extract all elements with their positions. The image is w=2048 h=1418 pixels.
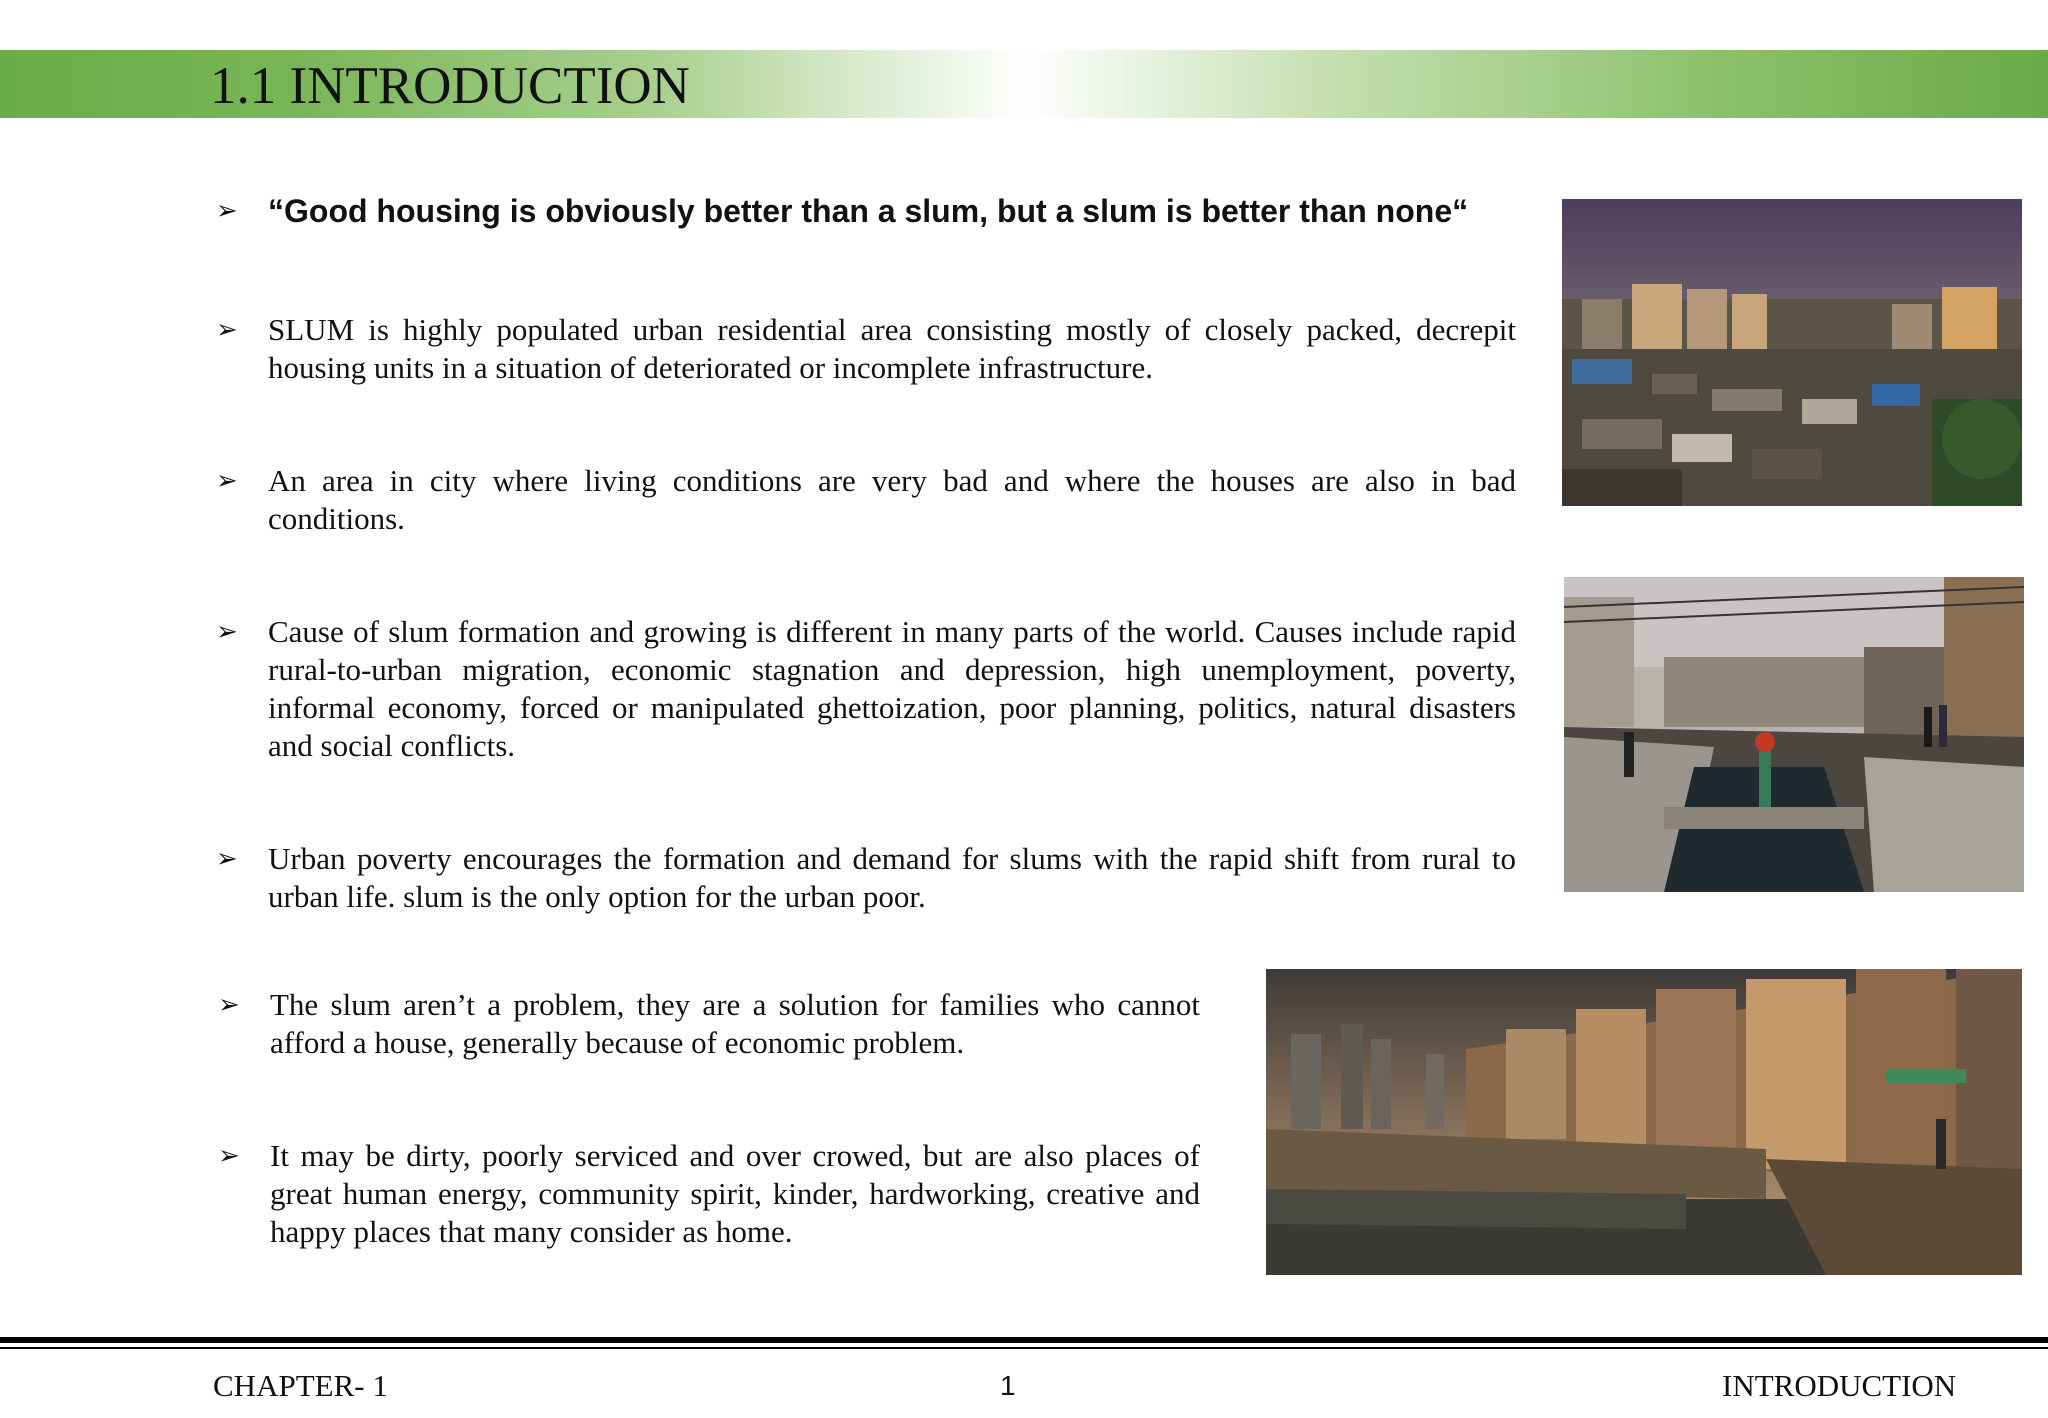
bullet-text: SLUM is highly populated urban residential area consisting mostly of closely packed, decrepit housing units in a situation of deteriorated or incomplete infrastructure. [268, 312, 1516, 385]
arrowhead-bullet-icon: ➢ [218, 1141, 240, 1170]
bullet-living-conditions [210, 462, 1516, 538]
arrowhead-bullet-icon: ➢ [216, 315, 238, 344]
bullet-causes [210, 613, 1516, 765]
bullet-text: “Good housing is obviously better than a slum, but a slum is better than none“ [268, 193, 1469, 229]
bullet-slum-definition [210, 311, 1516, 387]
bullet-solution [212, 986, 1200, 1062]
bullet-text: Urban poverty encourages the formation and demand for slums with the rapid shift from rural to urban life. slum is the only option for the urban poor. [268, 841, 1516, 914]
waterfront-slum-photo [1266, 969, 2022, 1275]
arrowhead-bullet-icon: ➢ [216, 617, 238, 646]
bullet-text: The slum aren’t a problem, they are a solution for families who cannot afford a house, generally because of economic problem. [270, 987, 1200, 1060]
footer-rule-thick [0, 1337, 2048, 1343]
aerial-slum-photo [1562, 199, 2022, 506]
page-title: 1.1 INTRODUCTION [210, 57, 690, 115]
footer-chapter: CHAPTER- 1 [213, 1368, 388, 1403]
bullet-text: Cause of slum formation and growing is different in many parts of the world. Causes include rapid rural-to-urban migration, economic stagnation and depression, high unemployment, poverty, informal economy, forced or manipulated ghettoization, poor planning, politics, natural disasters and social conflicts. [268, 614, 1516, 763]
arrowhead-bullet-icon: ➢ [218, 990, 240, 1019]
bullet-text: It may be dirty, poorly serviced and over crowed, but are also places of great human energy, community spirit, kinder, hardworking, creative and happy places that many consider as home. [270, 1138, 1200, 1249]
bullet-quote [210, 192, 1510, 230]
slum-canal-street-photo [1564, 577, 2024, 892]
arrowhead-bullet-icon: ➢ [216, 466, 238, 495]
arrowhead-bullet-icon: ➢ [216, 844, 238, 873]
footer-rule-thin [0, 1347, 2048, 1349]
bullet-text: An area in city where living conditions are very bad and where the houses are also in bad conditions. [268, 463, 1516, 536]
footer-section: INTRODUCTION [1722, 1368, 1957, 1403]
bullet-community [212, 1137, 1200, 1251]
bullet-urban-poverty [210, 840, 1516, 916]
arrowhead-bullet-icon: ➢ [216, 196, 238, 225]
page-number: 1 [1000, 1370, 1016, 1401]
